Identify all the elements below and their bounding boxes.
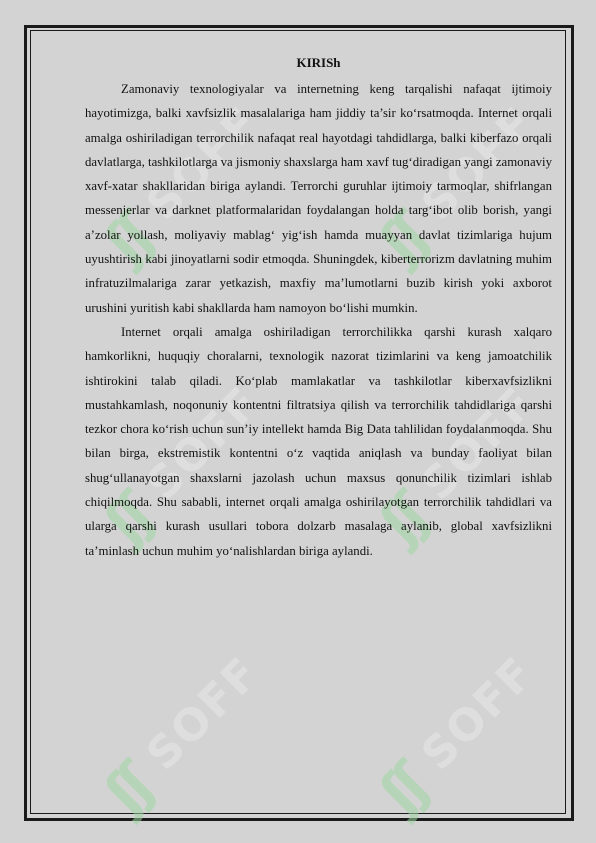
watermark-logo-icon: ʃʃ [93, 205, 164, 276]
watermark-text: SOFF [136, 97, 271, 231]
watermark-text: SOFF [136, 377, 271, 511]
paragraph: Internet orqali amalga oshiriladigan terrorchilikka qarshi kurash xalqaro hamkorlikni, huquqiy choralarni, texnologik nazorat tizimlarini va keng jamoatchilik ishtirokini talab qiladi. Ko‘plab mamlakatlar va tashkilotlar kiberxavfsizlikni mustahkamlash, noqonuniy kontentni filtratsiya qilish va terrorchilik tahdidlariga qarshi tezkor chora ko‘rish uchun sun’iy intellekt hamda Big Data tahlilidan foydalanmoqda. Shu bilan birga, ekstremistik kontentni o‘z vaqtida aniqlash va bunday faoliyat bilan shug‘ullanayotgan shaxslarni jazolash uchun maxsus qonunchilik tizimlari ishlab chiqilmoqda. Shu sababli, internet orqali amalga oshirilayotgan terrorchilik tahdidlari va ularga qarshi kurash usullari tobora dolzarb masalaga aylanib, global xavfsizlikni ta’minlash uchun muhim yo‘nalishlardan biriga aylandi. [85, 324, 552, 558]
watermark-text: SOFF [136, 647, 271, 781]
watermark-logo-icon: ʃʃ [93, 755, 164, 826]
document-body [85, 55, 552, 563]
watermark-logo-icon: ʃʃ [368, 755, 439, 826]
watermark-text: SOFF [411, 647, 546, 781]
paragraph: Zamonaviy texnologiyalar va internetning keng tarqalishi nafaqat ijtimoiy hayotimizga, balki xavfsizlik masalalariga ham jiddiy ta’sir ko‘rsatmoqda. Internet orqali amalga oshiriladigan terrorchilik nafaqat real hayotdagi tahdidlarga, balki kiberfazo orqali davlatlarga, tashkilotlarga va jismoniy shaxslarga ham xavf tug‘diradigan yangi zamonaviy xavf-xatar shakllaridan biriga aylandi. Terrorchi guruhlar ijtimoiy tarmoqlar, shifrlangan messenjerlar va darknet platformalaridan foydalangan holda targ‘ibot olib borish, yangi a’zolar yollash, moliyaviy mablag‘ yig‘ish hamda muayyan davlat tizimlariga hujum uyushtirish kabi jinoyatlarni sodir etmoqda. Shuningdek, kiberterrorizm davlatning muhim infratuzilmalariga zarar yetkazish, maxfiy ma’lumotlarni buzib kirish yoki axborot urushini yuritish kabi shakllarda ham namoyon bo‘lishi mumkin. [85, 82, 552, 315]
watermark-text: SOFF [411, 377, 546, 511]
section-title: KIRISh [296, 55, 341, 70]
watermark-logo-icon: ʃʃ [93, 485, 164, 556]
watermark-text: SOFF [411, 97, 546, 231]
watermark-logo-icon: ʃʃ [368, 205, 439, 276]
watermark-logo-icon: ʃʃ [368, 485, 439, 556]
